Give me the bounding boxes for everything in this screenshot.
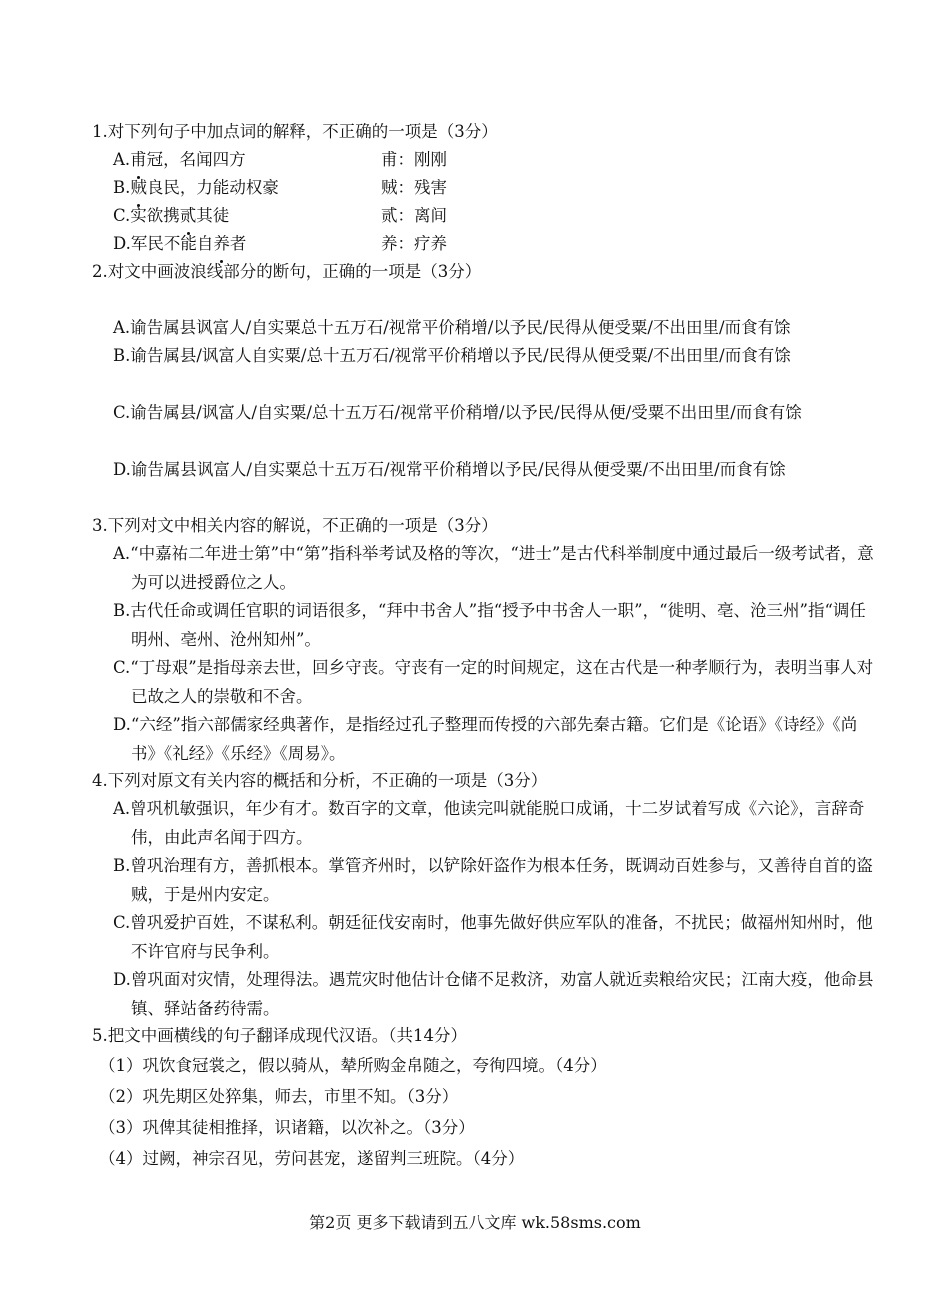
q3-option-a: A.“中嘉祐二年进士第”中“第”指科举考试及格的等次，“进士”是古代科举制度中通过最后一级考试者，意为可以进授爵位之人。 bbox=[113, 544, 874, 592]
q4-option-d: D.曾巩面对灾情，处理得法。遇荒灾时他估计仓储不足救济，劝富人就近卖粮给灾民；江南大疫，他命县镇、驿站备药待需。 bbox=[113, 970, 874, 1018]
q3-option-d: D.“六经”指六部儒家经典著作，是指经过孔子整理而传授的六部先秦古籍。它们是《论语》《诗经》《尚书》《礼经》《乐经》《周易》。 bbox=[113, 715, 858, 763]
q2-option-b: B.谕告属县/讽富人自实粟/总十五万石/视常平价稍增以予民/民得从便受粟/不出田里/而食有馀 bbox=[113, 346, 791, 365]
q2-option-c: C.谕告属县/讽富人/自实粟/总十五万石/视常平价稍增/以予民/民得从便/受粟不出田里/而食有馀 bbox=[113, 403, 802, 422]
q1-option-d: D.军民不能自养者 养：疗养 bbox=[113, 230, 863, 258]
q5-item-2: （2）巩先期区处猝集，师去，市里不知。（3分） bbox=[99, 1087, 459, 1106]
q4-option-b: B.曾巩治理有方，善抓根本。掌管齐州时，以铲除奸盗作为根本任务，既调动百姓参与，又善待自首的盗贼，于是州内安定。 bbox=[113, 856, 873, 904]
question-3-stem: 3.下列对文中相关内容的解说，不正确的一项是（3分） bbox=[92, 516, 498, 535]
question-5-stem: 5.把文中画横线的句子翻译成现代汉语。（共14分） bbox=[92, 1026, 467, 1045]
emphasis-dot: 贰 bbox=[180, 202, 197, 231]
question-2-stem: 2.对文中画波浪线部分的断句，正确的一项是（3分） bbox=[92, 262, 482, 281]
q3-option-c: C.“丁母艰”是指母亲去世，回乡守丧。守丧有一定的时间规定，这在古代是一种孝顺行为，表明当事人对已故之人的崇敬和不舍。 bbox=[113, 658, 874, 706]
emphasis-dot: 养 bbox=[213, 230, 230, 259]
q4-option-a: A.曾巩机敏强识，年少有才。数百字的文章，他读完叫就能脱口成诵，十二岁试着写成《六论》，言辞奇伟，由此声名闻于四方。 bbox=[113, 799, 865, 847]
q2-option-d: D.谕告属县讽富人/自实粟总十五万石/视常平价稍增以予民/民得从便受粟/不出田里/而食有馀 bbox=[113, 460, 786, 479]
q5-item-1: （1）巩饮食冠裳之，假以骑从，辇所购金帛随之，夸徇四境。（4分） bbox=[99, 1056, 607, 1075]
q5-item-4: （4）过阙，神宗召见，劳问甚宠，遂留判三班院。（4分） bbox=[99, 1149, 525, 1168]
page-footer: 第2页 更多下载请到五八文库 wk.58sms.com bbox=[309, 1213, 641, 1232]
question-4-stem: 4.下列对原文有关内容的概括和分析，不正确的一项是（3分） bbox=[92, 771, 548, 790]
q1-option-b: B.贼良民，力能动权豪 贼：残害 bbox=[113, 174, 863, 202]
emphasis-dot: 贼 bbox=[130, 174, 147, 203]
question-1-stem: 1.对下列句子中加点词的解释，不正确的一项是（3分） bbox=[92, 122, 498, 141]
q5-item-3: （3）巩俾其徒相推择，识诸籍，以次补之。（3分） bbox=[99, 1118, 475, 1137]
q4-option-c: C.曾巩爱护百姓，不谋私利。朝廷征伐安南时，他事先做好供应军队的准备，不扰民；做福州知州时，他不许官府与民争利。 bbox=[113, 913, 873, 961]
emphasis-dot: 甫 bbox=[130, 146, 147, 175]
q2-option-a: A.谕告属县讽富人/自实粟总十五万石/视常平价稍增/以予民/民得从便受粟/不出田里/而食有馀 bbox=[113, 318, 791, 337]
q1-option-c: C.实欲携贰其徒 贰：离间 bbox=[113, 202, 863, 230]
q3-option-b: B.古代任命或调任官职的词语很多，“拜中书舍人”指“授予中书舍人一职”，“徙明、亳、沧三州”指“调任明州、亳州、沧州知州”。 bbox=[113, 601, 866, 649]
q1-option-a: A.甫冠，名闻四方 甫：刚刚 bbox=[113, 146, 863, 174]
